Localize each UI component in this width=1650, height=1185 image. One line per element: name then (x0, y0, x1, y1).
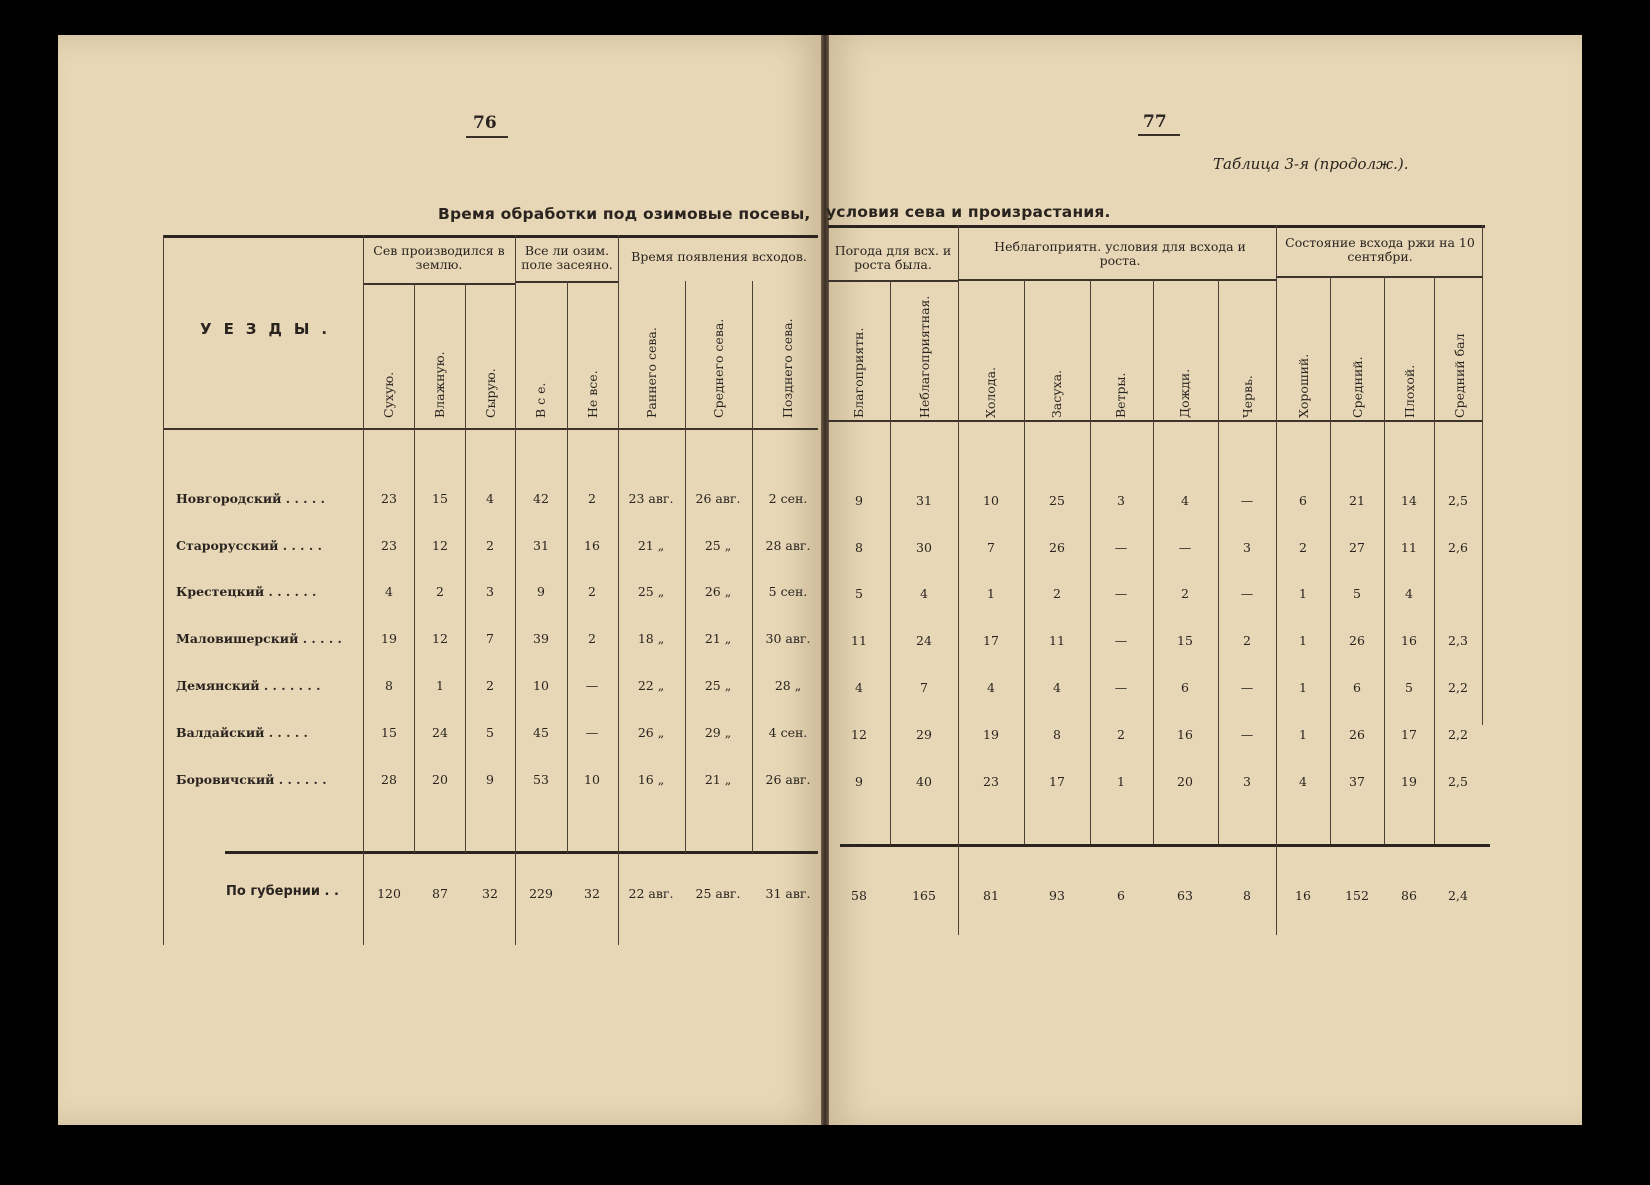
total-cell: 8 (1243, 888, 1251, 903)
table-cell: 11 (851, 633, 867, 648)
total-cell: 22 авг. (628, 886, 674, 901)
table-cell: 11 (1401, 540, 1417, 555)
table-cell: 31 (916, 493, 932, 508)
table-cell: 4 (486, 491, 494, 506)
table-cell: 2 (588, 584, 596, 599)
table-title-left: Время обработки под озимовые посевы, (438, 205, 811, 223)
column-divider (1276, 225, 1277, 935)
table-cell: 14 (1401, 493, 1417, 508)
table-cell: 29 „ (704, 725, 732, 740)
table-cell: 1 (1299, 586, 1307, 601)
table-cell: 39 (533, 631, 549, 646)
table-cell: 7 (920, 680, 928, 695)
page-number-underline (1138, 134, 1180, 136)
table-cell: 2,6 (1448, 540, 1468, 555)
column-divider (414, 283, 415, 853)
column-header: Дожди. (1177, 368, 1192, 418)
table-cell: 16 (1177, 727, 1193, 742)
table-cell: 22 „ (637, 678, 665, 693)
table-cell: 2,3 (1448, 633, 1468, 648)
table-cell: 2 (1053, 586, 1061, 601)
table-cell: — (585, 725, 599, 740)
table-cell: 7 (486, 631, 494, 646)
table-cell: 4 (920, 586, 928, 601)
column-divider (1090, 279, 1091, 844)
column-divider (827, 225, 828, 935)
total-row-label: По губернии . . (226, 884, 339, 899)
column-header: Сырую. (483, 368, 498, 418)
column-divider (465, 283, 466, 853)
table-cell: 21 (1349, 493, 1365, 508)
table-cell: 3 (486, 584, 494, 599)
table-cell: 2,5 (1448, 493, 1468, 508)
table-cell: 8 (385, 678, 393, 693)
row-name: Старорусский . . . . . (176, 538, 322, 553)
group-rule (1276, 276, 1482, 278)
total-cell: 2,4 (1448, 888, 1468, 903)
table-cell: 20 (432, 772, 448, 787)
group-header-weather: Погода для всх. и роста была. (834, 243, 952, 272)
column-header: Засуха. (1049, 369, 1064, 418)
table-cell: 19 (381, 631, 397, 646)
table-cell: 2 (1243, 633, 1251, 648)
table-cell: 4 (1299, 774, 1307, 789)
table-cell: 1 (1299, 680, 1307, 695)
table-cell: 21 „ (637, 538, 665, 553)
table-top-rule (827, 225, 1485, 228)
total-cell: 86 (1401, 888, 1417, 903)
table-cell: 12 (432, 631, 448, 646)
header-rule (163, 428, 818, 430)
table-cell: 6 (1353, 680, 1361, 695)
row-name: Маловишерский . . . . . (176, 631, 342, 646)
column-divider (363, 235, 364, 945)
table-cell: 45 (533, 725, 549, 740)
table-cell: 1 (1299, 727, 1307, 742)
table-cell: 10 (584, 772, 600, 787)
table-title-right: условия сева и произрастания. (826, 203, 1111, 221)
table-cell: 24 (432, 725, 448, 740)
table-cell: 28 авг. (765, 538, 811, 553)
total-cell: 152 (1345, 888, 1369, 903)
table-top-rule (163, 235, 818, 238)
table-cell: 25 „ (704, 538, 732, 553)
table-cell: 2,2 (1448, 727, 1468, 742)
group-rule (363, 283, 515, 285)
table-cell: 23 (983, 774, 999, 789)
table-cell: 2 (1299, 540, 1307, 555)
table-cell: 21 „ (704, 631, 732, 646)
table-cell: 26 авг. (695, 491, 741, 506)
left-page (58, 35, 823, 1125)
column-header: Неблагоприятная. (917, 295, 932, 418)
table-cell: 25 „ (704, 678, 732, 693)
table-cell: 3 (1243, 540, 1251, 555)
table-right-border (1482, 225, 1483, 725)
table-cell: 29 (916, 727, 932, 742)
table-cell: 2 (588, 631, 596, 646)
group-header-sowing-soil: Сев производился в землю. (373, 243, 505, 272)
table-cell: 6 (1299, 493, 1307, 508)
column-header: Средний бал (1452, 333, 1467, 418)
group-rule (958, 279, 1276, 281)
table-cell: 19 (1401, 774, 1417, 789)
total-cell: 93 (1049, 888, 1065, 903)
total-cell: 31 авг. (765, 886, 811, 901)
table-cell: 20 (1177, 774, 1193, 789)
table-caption: Таблица 3-я (продолж.). (1213, 155, 1409, 173)
table-cell: 1 (987, 586, 995, 601)
table-cell: 1 (1299, 633, 1307, 648)
table-cell: 26 (1049, 540, 1065, 555)
column-header: Средний. (1350, 356, 1365, 418)
row-name: Новгородский . . . . . (176, 491, 325, 506)
column-header: Червь. (1240, 375, 1255, 418)
column-divider (1153, 279, 1154, 844)
table-cell: 19 (983, 727, 999, 742)
table-cell: 23 (381, 538, 397, 553)
row-name: Валдайский . . . . . (176, 725, 308, 740)
table-cell: 40 (916, 774, 932, 789)
table-cell: 17 (1401, 727, 1417, 742)
group-header-unfavorable: Неблагоприятн. условия для всхода и роста. (994, 239, 1246, 268)
column-header: Влажную. (432, 351, 447, 418)
row-header-label: УЕЗДЫ. (200, 320, 340, 338)
table-cell: 53 (533, 772, 549, 787)
table-cell: 25 „ (637, 584, 665, 599)
table-cell: 28 „ (774, 678, 802, 693)
total-cell: 25 авг. (695, 886, 741, 901)
table-cell: 24 (916, 633, 932, 648)
table-cell: 4 сен. (768, 725, 808, 740)
table-cell: 9 (486, 772, 494, 787)
column-header: Не все. (585, 370, 600, 418)
table-cell: 2,5 (1448, 774, 1468, 789)
table-cell: 15 (432, 491, 448, 506)
table-cell: 5 (486, 725, 494, 740)
table-cell: — (1240, 586, 1254, 601)
total-cell: 58 (851, 888, 867, 903)
table-cell: 2 (588, 491, 596, 506)
table-cell: — (1240, 680, 1254, 695)
column-header: Холода. (983, 366, 998, 418)
table-cell: 1 (436, 678, 444, 693)
total-cell: 16 (1295, 888, 1311, 903)
column-divider (958, 225, 959, 935)
table-cell: 5 (1405, 680, 1413, 695)
table-cell: 7 (987, 540, 995, 555)
row-name: Демянский . . . . . . . (176, 678, 321, 693)
table-cell: 4 (1405, 586, 1413, 601)
table-cell: 16 „ (637, 772, 665, 787)
table-cell: 2 (1117, 727, 1125, 742)
column-divider (752, 281, 753, 853)
table-cell: 2,2 (1448, 680, 1468, 695)
column-header: В с е. (533, 382, 548, 418)
column-header: Позднего сева. (780, 318, 795, 418)
table-cell: 12 (851, 727, 867, 742)
table-cell: 10 (983, 493, 999, 508)
table-cell: 4 (987, 680, 995, 695)
table-cell: 17 (1049, 774, 1065, 789)
table-cell: 12 (432, 538, 448, 553)
total-cell: 229 (529, 886, 553, 901)
total-cell: 87 (432, 886, 448, 901)
row-name: Боровичский . . . . . . (176, 772, 327, 787)
table-cell: 10 (533, 678, 549, 693)
table-cell: 28 (381, 772, 397, 787)
table-cell: 5 (855, 586, 863, 601)
table-cell: 2 сен. (768, 491, 808, 506)
page-number-underline (466, 136, 508, 138)
column-divider (890, 280, 891, 845)
column-header: Хороший. (1296, 353, 1311, 418)
table-cell: 16 (1401, 633, 1417, 648)
table-cell: 30 (916, 540, 932, 555)
left-page-number: 76 (473, 113, 497, 133)
total-rule (225, 851, 818, 854)
table-cell: 23 авг. (628, 491, 674, 506)
table-cell: 21 „ (704, 772, 732, 787)
column-divider (515, 235, 516, 945)
column-divider (1218, 279, 1219, 844)
group-header-rye-state: Состояние всхода ржи на 10 сентябри. (1285, 235, 1475, 264)
column-header: Благоприятн. (851, 327, 866, 418)
table-cell: 31 (533, 538, 549, 553)
total-cell: 32 (482, 886, 498, 901)
total-cell: 63 (1177, 888, 1193, 903)
total-rule (840, 844, 1490, 847)
table-cell: — (1114, 586, 1128, 601)
total-cell: 165 (912, 888, 936, 903)
total-cell: 120 (377, 886, 401, 901)
table-cell: 11 (1049, 633, 1065, 648)
table-cell: 2 (486, 678, 494, 693)
table-cell: 26 „ (637, 725, 665, 740)
table-left-border (163, 235, 164, 945)
table-cell: — (1114, 540, 1128, 555)
table-cell: 23 (381, 491, 397, 506)
column-header: Ветры. (1113, 372, 1128, 418)
table-cell: 3 (1117, 493, 1125, 508)
group-header-sprout-time: Время появления всходов. (631, 249, 807, 264)
table-cell: 5 (1353, 586, 1361, 601)
column-header: Среднего сева. (711, 318, 726, 418)
table-cell: 2 (486, 538, 494, 553)
column-header: Плохой. (1402, 364, 1417, 418)
table-cell: 15 (1177, 633, 1193, 648)
table-cell: 4 (385, 584, 393, 599)
table-cell: — (1178, 540, 1192, 555)
table-cell: 25 (1049, 493, 1065, 508)
table-cell: 26 „ (704, 584, 732, 599)
table-cell: 8 (1053, 727, 1061, 742)
table-cell: 42 (533, 491, 549, 506)
table-cell: — (1240, 727, 1254, 742)
column-divider (1024, 279, 1025, 844)
table-cell: — (1114, 633, 1128, 648)
table-cell: 26 авг. (765, 772, 811, 787)
column-header: Сухую. (381, 371, 396, 418)
table-cell: 37 (1349, 774, 1365, 789)
column-divider (567, 281, 568, 853)
table-cell: 9 (537, 584, 545, 599)
column-divider (685, 281, 686, 853)
right-page (827, 35, 1582, 1125)
table-cell: 6 (1181, 680, 1189, 695)
table-cell: 1 (1117, 774, 1125, 789)
column-divider (1384, 276, 1385, 844)
table-cell: 27 (1349, 540, 1365, 555)
table-cell: 16 (584, 538, 600, 553)
total-cell: 6 (1117, 888, 1125, 903)
table-cell: 2 (436, 584, 444, 599)
table-cell: 17 (983, 633, 999, 648)
group-rule (827, 280, 958, 282)
table-cell: 2 (1181, 586, 1189, 601)
table-cell: 9 (855, 774, 863, 789)
table-cell: 26 (1349, 727, 1365, 742)
table-cell: 30 авг. (765, 631, 811, 646)
table-cell: — (1240, 493, 1254, 508)
table-cell: 3 (1243, 774, 1251, 789)
total-cell: 81 (983, 888, 999, 903)
table-cell: 15 (381, 725, 397, 740)
table-cell: 8 (855, 540, 863, 555)
column-divider (1434, 276, 1435, 844)
table-cell: 9 (855, 493, 863, 508)
total-cell: 32 (584, 886, 600, 901)
table-cell: 5 сен. (768, 584, 808, 599)
table-cell: 4 (1181, 493, 1189, 508)
table-cell: 4 (855, 680, 863, 695)
table-cell: — (1114, 680, 1128, 695)
table-cell: — (585, 678, 599, 693)
group-header-field-sown: Все ли озим. поле засеяно. (521, 243, 613, 272)
table-cell: 18 „ (637, 631, 665, 646)
row-name: Крестецкий . . . . . . (176, 584, 317, 599)
table-cell: 26 (1349, 633, 1365, 648)
column-divider (1330, 276, 1331, 844)
table-title (438, 203, 1111, 223)
table-cell: 4 (1053, 680, 1061, 695)
right-page-number: 77 (1143, 112, 1167, 132)
column-header: Раннего сева. (644, 327, 659, 418)
